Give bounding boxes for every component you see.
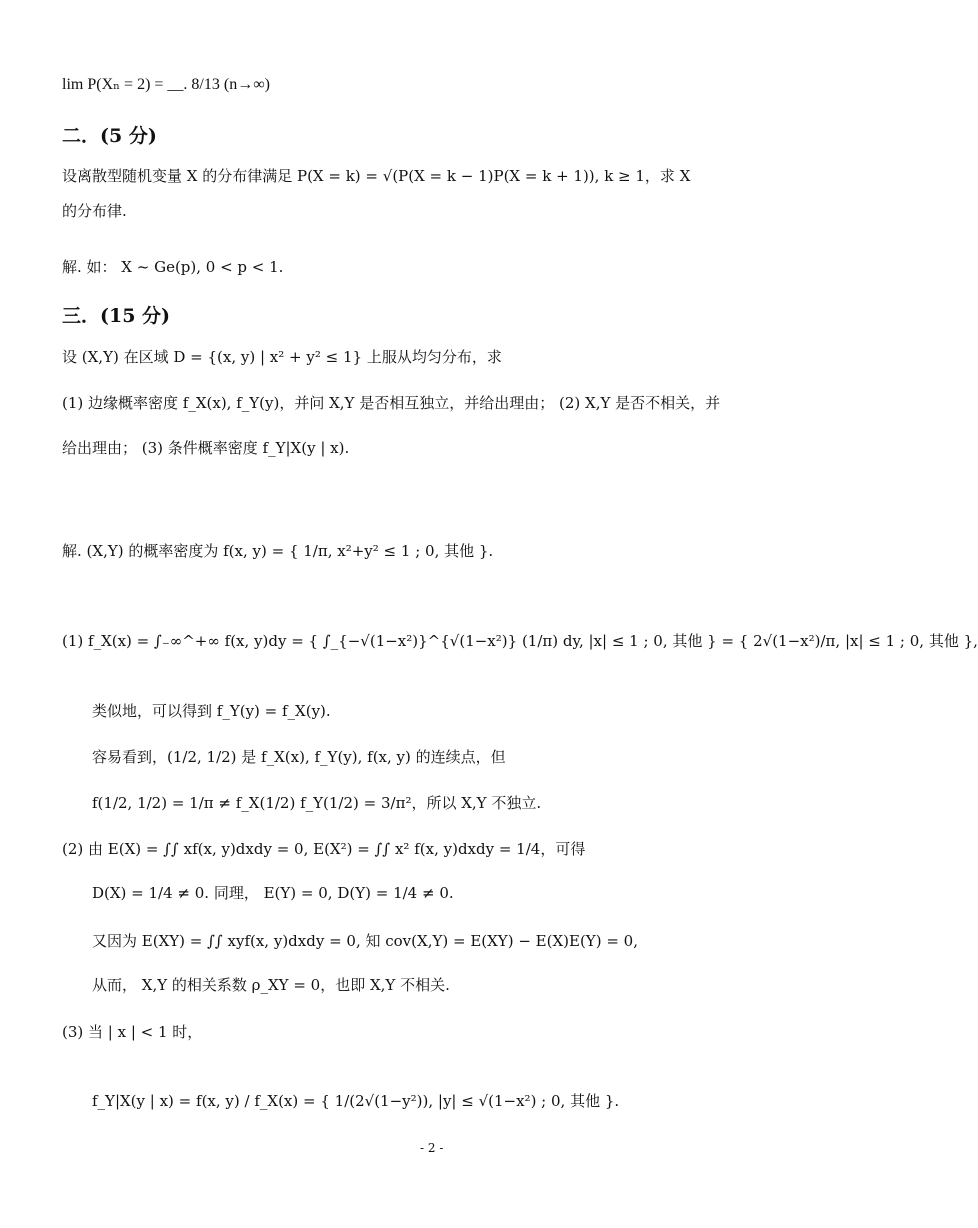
- uncorrelated-line: 从而， X,Y 的相关系数 ρ_XY = 0，也即 X,Y 不相关.: [92, 976, 450, 994]
- problem-3-part-1-2: (1) 边缘概率密度 f_X(x), f_Y(y)，并问 X,Y 是否相互独立，并给出理由； (2) X,Y 是否不相关，并: [62, 394, 721, 412]
- expectation-line: (2) 由 E(X) = ∫∫ xf(x, y)dxdy = 0, E(X²) = ∫∫ x² f(x, y)dxdy = 1/4，可得: [62, 840, 586, 858]
- covariance-line: 又因为 E(XY) = ∫∫ xyf(x, y)dxdy = 0, 知 cov(X,Y) = E(XY) − E(X)E(Y) = 0,: [92, 932, 638, 950]
- problem-2-text: 设离散型随机变量 X 的分布律满足 P(X = k) = √(P(X = k − 1)P(X = k + 1)), k ≥ 1，求 X: [62, 167, 691, 185]
- page-number: - 2 -: [420, 1141, 444, 1155]
- joint-density-line: 解. (X,Y) 的概率密度为 f(x, y) = { 1/π, x²+y² ≤ 1 ; 0, 其他 }.: [62, 542, 494, 560]
- not-independent-line: f(1/2, 1/2) = 1/π ≠ f_X(1/2) f_Y(1/2) = 3/π²，所以 X,Y 不独立.: [92, 794, 542, 812]
- marginal-density-line: (1) f_X(x) = ∫₋∞^+∞ f(x, y)dy = { ∫_{−√(1−x²)}^{√(1−x²)} (1/π) dy, |x| ≤ 1 ; 0, 其他 } = { 2√(1−x²)/π, |x| ≤ 1 ; 0, 其他 },: [62, 632, 978, 650]
- conditional-density-line: f_Y|X(y | x) = f(x, y) / f_X(x) = { 1/(2√(1−y²)), |y| ≤ √(1−x²) ; 0, 其他 }.: [92, 1092, 620, 1110]
- problem-2-solution: 解. 如： X ~ Ge(p), 0 < p < 1.: [62, 258, 284, 276]
- continuity-point-line: 容易看到，(1/2, 1/2) 是 f_X(x), f_Y(y), f(x, y) 的连续点，但: [92, 748, 506, 766]
- section-heading-2: 二．(5 分): [62, 125, 157, 147]
- line-limit-answer: lim P(Xₙ = 2) = __. 8/13 (n→∞): [62, 76, 270, 93]
- similar-result-line: 类似地，可以得到 f_Y(y) = f_X(y).: [92, 702, 331, 720]
- variance-line: D(X) = 1/4 ≠ 0. 同理， E(Y) = 0, D(Y) = 1/4 ≠ 0.: [92, 884, 454, 902]
- problem-2-text-cont: 的分布律.: [62, 202, 127, 220]
- problem-3-text: 设 (X,Y) 在区域 D = {(x, y) | x² + y² ≤ 1} 上服从均匀分布，求: [62, 348, 502, 366]
- problem-3-part-3: 给出理由； (3) 条件概率密度 f_Y|X(y | x).: [62, 439, 350, 457]
- part-3-condition-line: (3) 当 | x | < 1 时，: [62, 1023, 203, 1041]
- section-heading-3: 三．(15 分): [62, 305, 171, 327]
